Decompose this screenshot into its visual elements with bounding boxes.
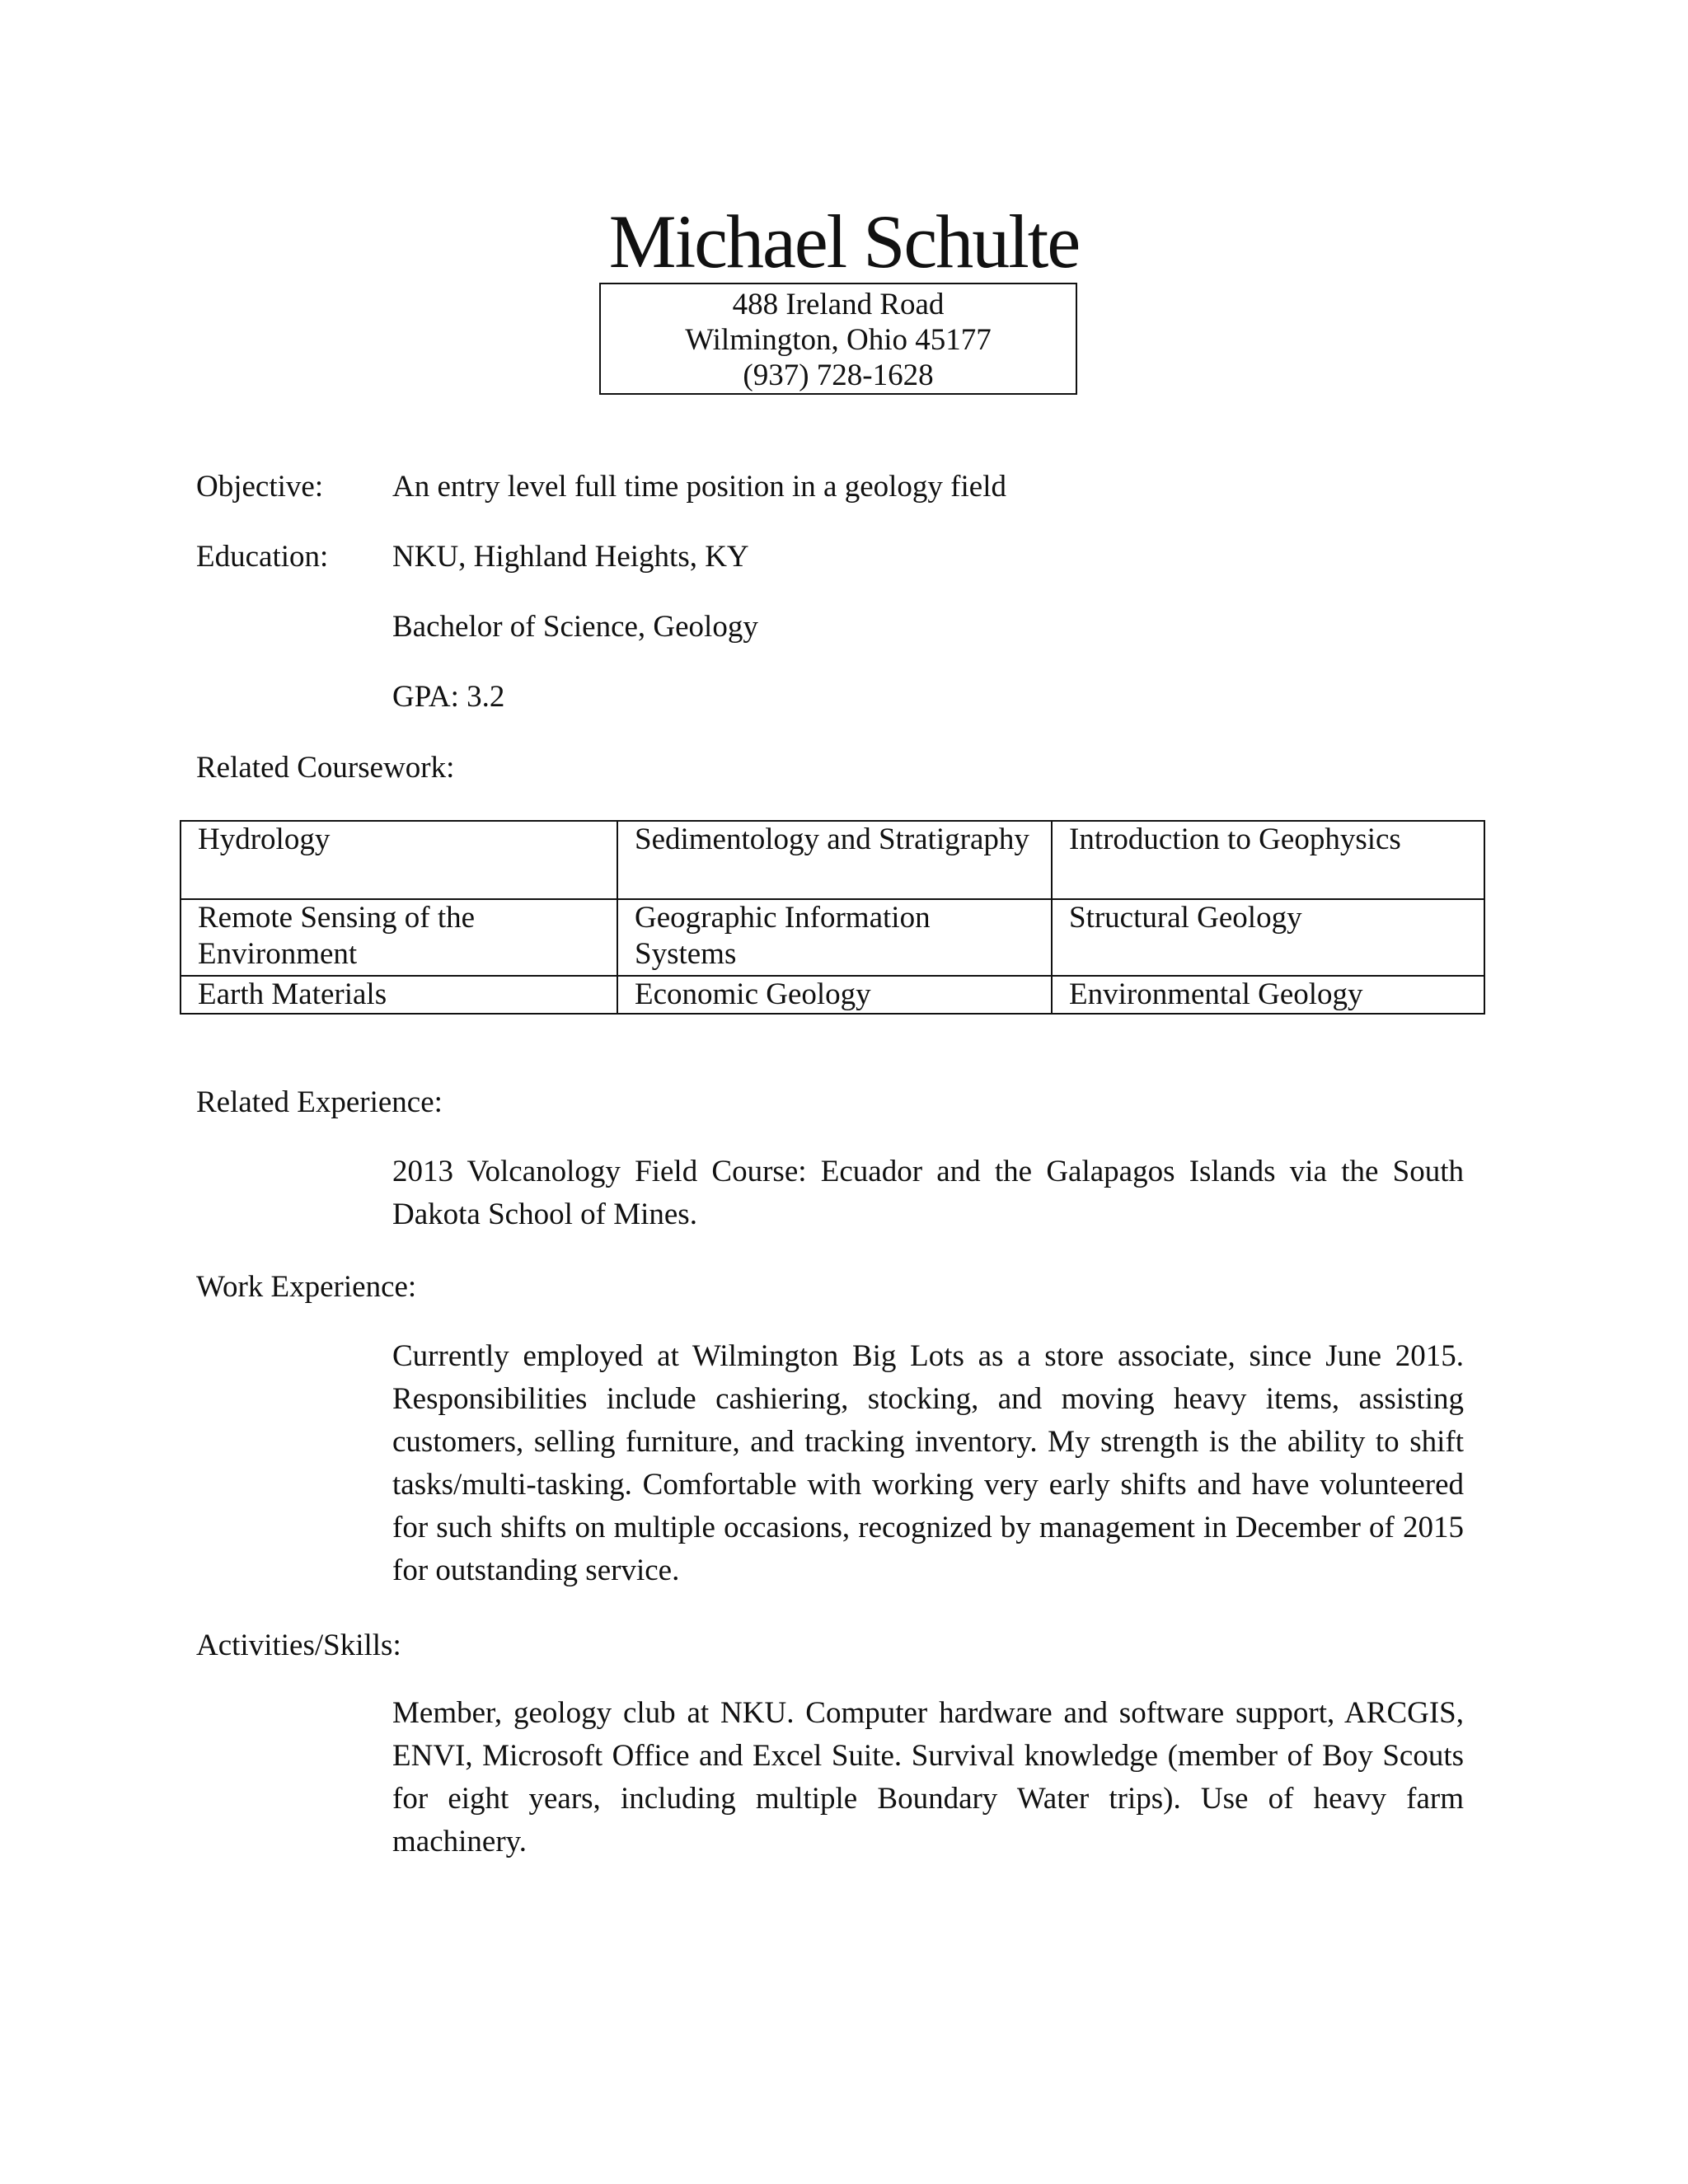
course-cell: Sedimentology and Stratigraphy (617, 821, 1052, 899)
education-degree: Bachelor of Science, Geology (392, 610, 758, 644)
course-cell: Structural Geology (1052, 899, 1484, 976)
course-cell: Geographic Information Systems (617, 899, 1052, 976)
course-cell: Environmental Geology (1052, 976, 1484, 1014)
related-experience-text: 2013 Volcanology Field Course: Ecuador and the Galapagos Islands via the South Dakota School of Mines. (392, 1155, 1464, 1231)
education-label: Education: (196, 540, 329, 574)
activities-label: Activities/Skills: (196, 1629, 401, 1662)
contact-box (599, 283, 1077, 395)
objective-label: Objective: (196, 470, 324, 504)
coursework-label: Related Coursework: (196, 751, 455, 785)
phone-number: (937) 728-1628 (743, 359, 934, 392)
education-school: NKU, Highland Heights, KY (392, 540, 749, 574)
coursework-table (180, 820, 1485, 1015)
related-experience-label: Related Experience: (196, 1085, 443, 1119)
applicant-name: Michael Schulte (608, 199, 1080, 284)
activities-text: Member, geology club at NKU. Computer hardware and software support, ARCGIS, ENVI, Microsoft Office and Excel Suite. Survival knowledge (member of Boy Scouts for eight years, including multiple Boundary Water trips). Use of heavy farm machinery. (392, 1696, 1464, 1858)
table-row (181, 899, 1484, 976)
work-experience-label: Work Experience: (196, 1270, 417, 1304)
course-cell: Hydrology (181, 821, 617, 899)
education-gpa: GPA: 3.2 (392, 680, 505, 714)
table-row (181, 976, 1484, 1014)
course-cell: Remote Sensing of the Environment (181, 899, 617, 976)
course-cell: Economic Geology (617, 976, 1052, 1014)
course-cell: Earth Materials (181, 976, 617, 1014)
objective-text: An entry level full time position in a geology field (392, 470, 1006, 504)
address-line-1: 488 Ireland Road (732, 288, 945, 321)
work-experience-text: Currently employed at Wilmington Big Lots as a store associate, since June 2015. Responsibilities include cashiering, stocking, and moving heavy items, assisting customers, selling furniture, and tracking inventory. My strength is the ability to shift tasks/multi-tasking. Comfortable with working very early shifts and have volunteered for such shifts on multiple occasions, recognized by management in December of 2015 for outstanding service. (392, 1339, 1464, 1587)
course-cell: Introduction to Geophysics (1052, 821, 1484, 899)
address-line-2: Wilmington, Ohio 45177 (685, 323, 992, 357)
table-row (181, 821, 1484, 899)
